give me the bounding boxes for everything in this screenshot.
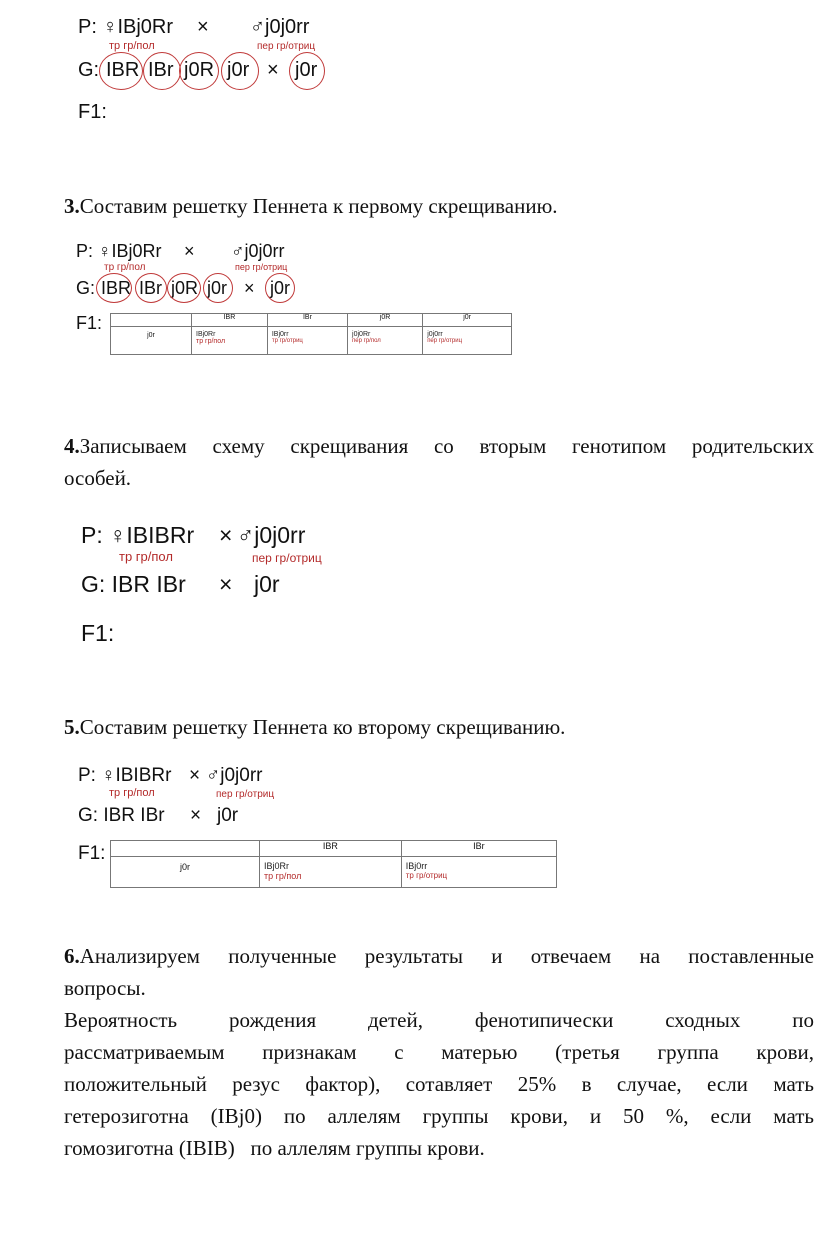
table-row bbox=[111, 857, 557, 888]
male-gamete: j0r bbox=[270, 278, 291, 298]
cell-phenotype: тр гр/пол bbox=[264, 871, 302, 881]
male-gamete: j0r bbox=[254, 571, 280, 597]
header-cell: IBR bbox=[260, 841, 402, 857]
table-cell bbox=[267, 327, 347, 355]
cross-symbol: × bbox=[190, 805, 202, 826]
corner-cell bbox=[111, 841, 260, 857]
cross-symbol: × bbox=[197, 16, 209, 38]
gamete: IBr bbox=[148, 59, 174, 81]
body-line: Вероятность рождения детей, фенотипически сходных по bbox=[64, 1008, 814, 1032]
cell-phenotype: тр гр/отриц bbox=[271, 338, 303, 344]
cross-symbol: × bbox=[267, 59, 279, 81]
header-cell: j0r bbox=[423, 314, 512, 327]
cell-genotype: IBj0Rr bbox=[264, 861, 290, 871]
step-text: Записываем схему скрещивания со вторым генотипом родительских bbox=[79, 434, 814, 458]
cell-phenotype: пер гр/пол bbox=[352, 338, 381, 344]
table-cell bbox=[192, 327, 268, 355]
gamete-circle bbox=[135, 273, 167, 303]
step-text-continued: особей. bbox=[64, 466, 132, 490]
punnett-square-2 bbox=[110, 840, 557, 888]
punnett-square-1 bbox=[110, 313, 512, 355]
male-phenotype: пер гр/отриц bbox=[257, 41, 316, 52]
male-genotype: ♂j0j0rr bbox=[250, 16, 310, 38]
cross-symbol: × bbox=[184, 241, 195, 261]
female-phenotype: тр гр/пол bbox=[104, 262, 146, 273]
table-row bbox=[111, 327, 512, 355]
gamete: IBR bbox=[106, 59, 140, 81]
cross-symbol: × bbox=[244, 278, 255, 298]
male-genotype: ♂j0j0rr bbox=[206, 765, 263, 786]
step-text: Составим решетку Пеннета к первому скрещиванию. bbox=[79, 194, 558, 218]
gamete: j0R bbox=[184, 59, 215, 81]
body-line: положительный резус фактор), сотавляет 25% в случае, если мать bbox=[64, 1072, 814, 1096]
male-genotype: ♂j0j0rr bbox=[237, 522, 306, 548]
cross-symbol: × bbox=[219, 522, 233, 548]
body-line: гомозиготна (IBIB) по аллелям группы крови. bbox=[64, 1136, 485, 1160]
cell-genotype: IBj0rr bbox=[271, 331, 289, 338]
step-text: Анализируем полученные результаты и отвечаем на поставленные bbox=[79, 944, 814, 968]
gamete-circle bbox=[143, 52, 181, 90]
female-phenotype: тр гр/пол bbox=[109, 40, 155, 52]
parents-line: P: ♀IBIBRr bbox=[81, 522, 195, 548]
male-gamete: j0r bbox=[295, 59, 318, 81]
gamete-circle bbox=[221, 52, 259, 90]
cell-genotype: IBj0Rr bbox=[196, 331, 216, 338]
header-cell: IBR bbox=[192, 314, 268, 327]
cell-genotype: j0j0Rr bbox=[352, 331, 371, 338]
step-number: 6. bbox=[64, 944, 80, 968]
header-cell: IBr bbox=[401, 841, 556, 857]
header-cell: IBr bbox=[267, 314, 347, 327]
step-4-paragraph bbox=[64, 430, 814, 494]
table-header-row bbox=[111, 841, 557, 857]
body-line: гетерозиготна (IBj0) по аллелям группы крови, и 50 %, если мать bbox=[64, 1104, 814, 1128]
gametes-label: G: bbox=[78, 59, 100, 81]
parents-line: P: ♀IBj0Rr bbox=[76, 241, 162, 261]
gamete-circle bbox=[167, 273, 201, 303]
gamete-circle bbox=[96, 273, 132, 303]
gamete-circle bbox=[99, 52, 143, 90]
f1-label: F1: bbox=[81, 620, 115, 646]
step-5-paragraph bbox=[64, 711, 814, 743]
cell-genotype: IBj0rr bbox=[405, 861, 428, 871]
gamete: j0r bbox=[207, 278, 228, 298]
male-gamete: j0r bbox=[217, 805, 239, 826]
body-line: рассматриваемым признакам с матерью (третья группа крови, bbox=[64, 1040, 814, 1064]
table-cell bbox=[260, 857, 402, 888]
f1-label: F1: bbox=[78, 843, 106, 864]
gamete-circle bbox=[289, 52, 325, 90]
step-text: Составим решетку Пеннета ко второму скрещиванию. bbox=[79, 715, 566, 739]
cross-symbol: × bbox=[219, 571, 233, 597]
cell-phenotype: пер гр/отриц bbox=[427, 338, 463, 344]
cross-symbol: × bbox=[189, 765, 201, 786]
cell-phenotype: тр гр/пол bbox=[196, 338, 226, 345]
male-phenotype: пер гр/отриц bbox=[252, 551, 322, 565]
f1-label: F1: bbox=[78, 101, 107, 123]
step-number: 5. bbox=[64, 715, 80, 739]
female-phenotype: тр гр/пол bbox=[119, 549, 173, 564]
gametes-line: G: IBR IBr bbox=[81, 571, 186, 597]
cell-genotype: j0j0rr bbox=[427, 331, 443, 338]
parents-line: P: ♀IBIBRr bbox=[78, 765, 172, 786]
table-cell bbox=[348, 327, 423, 355]
row-label-cell: j0r bbox=[111, 327, 192, 355]
gametes-line: G: IBR IBr bbox=[78, 805, 165, 826]
parents-line: P: ♀IBj0Rr bbox=[78, 16, 174, 38]
gamete: j0R bbox=[171, 278, 199, 298]
corner-cell bbox=[111, 314, 192, 327]
gamete: IBR bbox=[101, 278, 132, 298]
gamete: IBr bbox=[139, 278, 163, 298]
f1-label: F1: bbox=[76, 313, 103, 333]
gamete: j0r bbox=[227, 59, 250, 81]
step-number: 3. bbox=[64, 194, 80, 218]
male-phenotype: пер гр/отриц bbox=[216, 789, 275, 800]
cell-phenotype: тр гр/отриц bbox=[405, 871, 448, 880]
row-label-cell: j0r bbox=[111, 857, 260, 888]
male-genotype: ♂j0j0rr bbox=[231, 241, 285, 261]
gametes-label: G: bbox=[76, 278, 96, 298]
female-phenotype: тр гр/пол bbox=[109, 787, 155, 799]
gamete-circle bbox=[265, 273, 295, 303]
step-3-paragraph bbox=[64, 190, 814, 222]
male-phenotype: пер гр/отриц bbox=[235, 262, 288, 272]
step-6-paragraph bbox=[64, 940, 814, 1164]
table-cell bbox=[423, 327, 512, 355]
gamete-circle bbox=[203, 273, 233, 303]
table-header-row bbox=[111, 314, 512, 327]
table-cell bbox=[401, 857, 556, 888]
step-number: 4. bbox=[64, 434, 80, 458]
step-text-continued: вопросы. bbox=[64, 976, 146, 1000]
header-cell: j0R bbox=[348, 314, 423, 327]
gamete-circle bbox=[179, 52, 219, 90]
